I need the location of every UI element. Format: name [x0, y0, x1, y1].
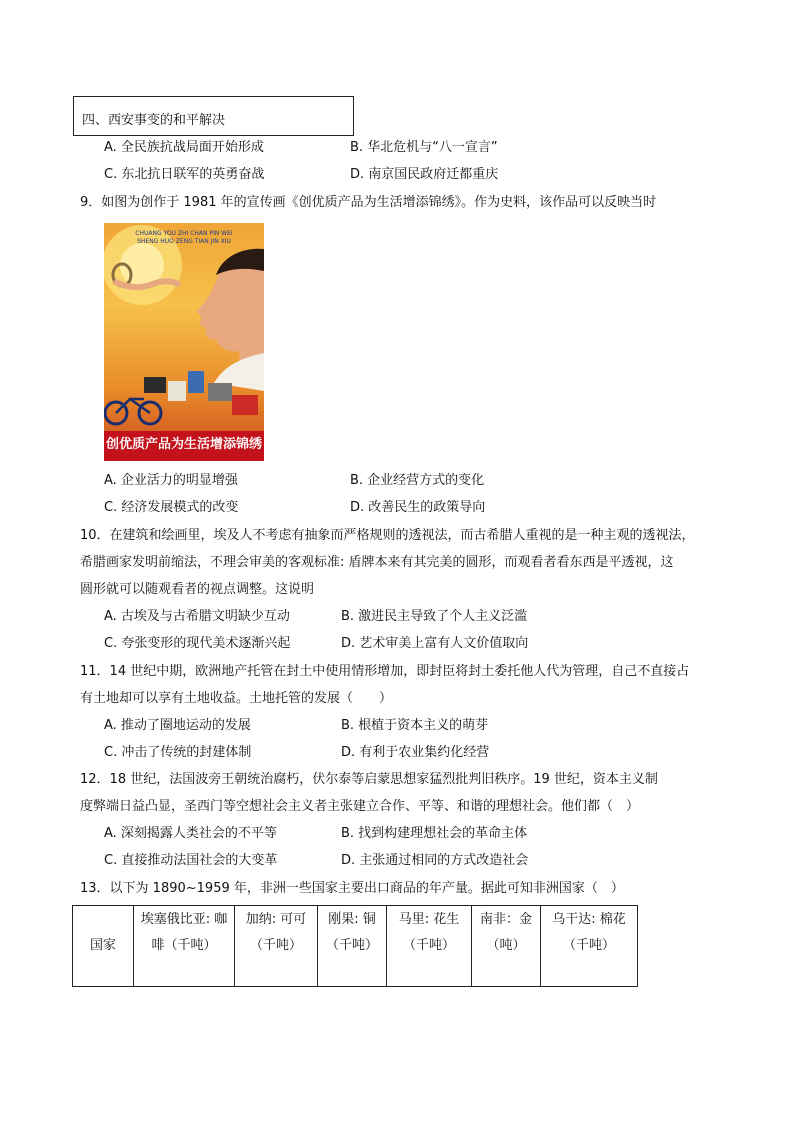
q11-option-c[interactable]: C. 冲击了传统的封建体制: [104, 745, 252, 760]
q10-line-3: 圆形就可以随观看者的视点调整。这说明: [80, 582, 315, 597]
q8-option-a[interactable]: A. 全民族抗战局面开始形成: [104, 140, 264, 155]
q10-line-1: 10．在建筑和绘画里，埃及人不考虑有抽象而严格规则的透视法，而古希腊人重视的是一种主观的透视法，: [80, 528, 695, 543]
q10-option-b[interactable]: B. 激进民主导致了个人主义泛滥: [341, 609, 528, 624]
q8-option-c[interactable]: C. 东北抗日联军的英勇奋战: [104, 167, 265, 182]
q11-option-b[interactable]: B. 根植于资本主义的萌芽: [341, 718, 489, 733]
q8-option-b[interactable]: B. 华北危机与“八一宣言”: [350, 140, 498, 155]
poster-caption: 创优质产品为生活增添锦绣: [105, 437, 262, 452]
q13-stem: 13．以下为 1890~1959 年，非洲一些国家主要出口商品的年产量。据此可知非洲国家（ ）: [80, 881, 624, 896]
poster-pinyin-1: CHUANG YOU ZHI CHAN PIN WEI: [135, 230, 233, 237]
table-header-cell: 马里: 花生（千吨）: [387, 906, 472, 987]
section-title: 四、西安事变的和平解决: [82, 113, 226, 128]
table-header-cell: 加纳: 可可（千吨）: [235, 906, 318, 987]
table-header-row: [73, 906, 638, 987]
poster-illustration: [104, 223, 264, 461]
q10-option-d[interactable]: D. 艺术审美上富有人文价值取向: [341, 636, 529, 651]
q9-stem: 9．如图为创作于 1981 年的宣传画《创优质产品为生活增添锦绣》。作为史料，该作品可以反映当时: [80, 195, 657, 210]
q11-option-a[interactable]: A. 推动了圈地运动的发展: [104, 718, 251, 733]
export-table: [72, 905, 638, 987]
q12-option-a[interactable]: A. 深刻揭露人类社会的不平等: [104, 826, 277, 841]
q12-option-d[interactable]: D. 主张通过相同的方式改造社会: [341, 853, 529, 868]
q12-option-b[interactable]: B. 找到构建理想社会的革命主体: [341, 826, 528, 841]
q9-option-a[interactable]: A. 企业活力的明显增强: [104, 473, 238, 488]
q12-option-c[interactable]: C. 直接推动法国社会的大变革: [104, 853, 278, 868]
poster-pinyin-2: SHENG HUO ZENG TIAN JIN XIU: [137, 238, 231, 245]
q9-option-d[interactable]: D. 改善民生的政策导向: [350, 500, 486, 515]
table-header-cell: 刚果: 铜（千吨）: [318, 906, 387, 987]
table-header-cell: 埃塞俄比亚: 咖啡（千吨）: [134, 906, 235, 987]
q10-line-2: 希腊画家发明前缩法，不理会审美的客观标准: 盾牌本来有其完美的圆形，而观看者看东西是平透视，这: [80, 555, 674, 570]
table-header-cell: 南非：金（吨）: [472, 906, 541, 987]
q11-line-2: 有土地却可以享有土地收益。土地托管的发展（ ）: [80, 691, 393, 706]
q11-line-1: 11．14 世纪中期，欧洲地产托管在封土中使用情形增加，即封臣将封土委托他人代为管理，自己不直接占: [80, 664, 690, 679]
q9-option-b[interactable]: B. 企业经营方式的变化: [350, 473, 485, 488]
q12-line-1: 12．18 世纪，法国波旁王朝统治腐朽，伏尔泰等启蒙思想家猛烈批判旧秩序。19 世纪，资本主义制: [80, 772, 658, 787]
q10-option-c[interactable]: C. 夸张变形的现代美术逐渐兴起: [104, 636, 291, 651]
q9-option-c[interactable]: C. 经济发展模式的改变: [104, 500, 239, 515]
propaganda-poster: [104, 223, 264, 461]
q8-option-d[interactable]: D. 南京国民政府迁都重庆: [350, 167, 499, 182]
table-header-cell: 国家: [73, 906, 134, 987]
q12-line-2: 度弊端日益凸显，圣西门等空想社会主义者主张建立合作、平等、和谐的理想社会。他们都（ ）: [80, 799, 640, 814]
q11-option-d[interactable]: D. 有利于农业集约化经营: [341, 745, 490, 760]
q10-option-a[interactable]: A. 古埃及与古希腊文明缺少互动: [104, 609, 290, 624]
section-box: [73, 96, 354, 136]
table-header-cell: 乌干达: 棉花（千吨）: [541, 906, 638, 987]
